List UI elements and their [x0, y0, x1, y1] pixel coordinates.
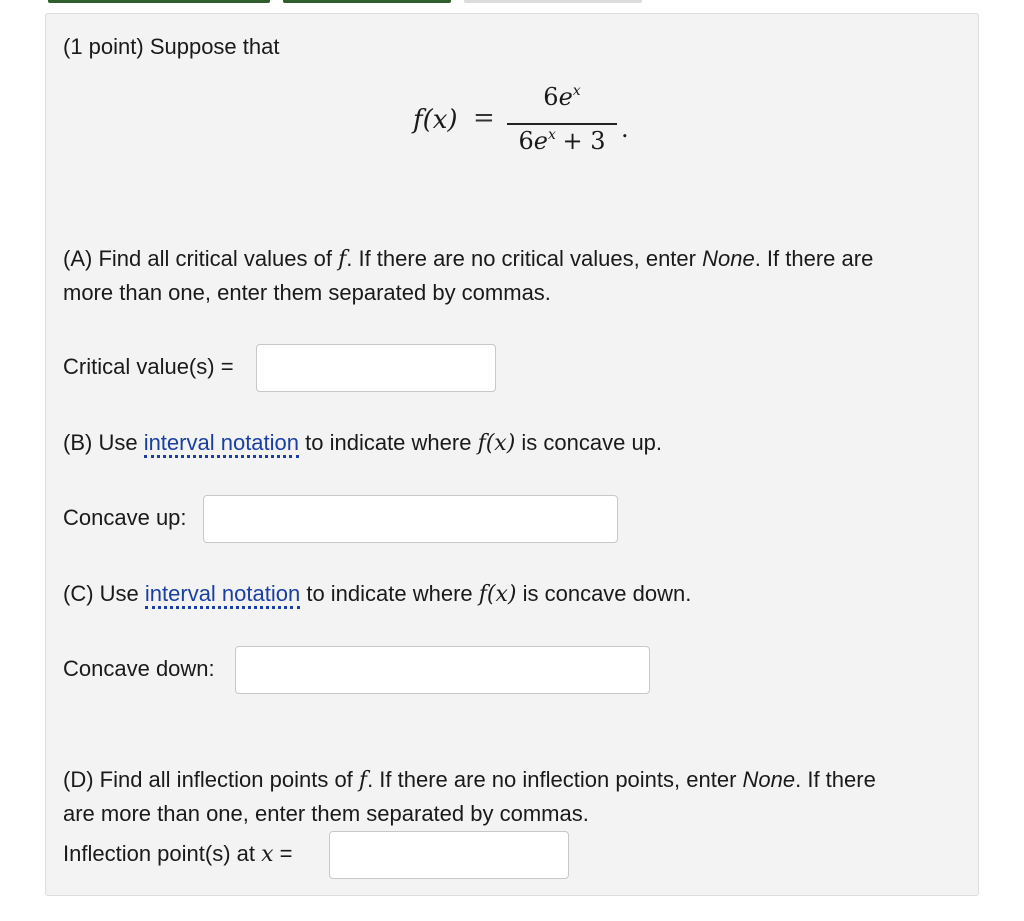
formula-numerator: $6e^x$ — [543, 83, 581, 111]
concave-up-input[interactable] — [203, 495, 618, 543]
tab-strip — [0, 0, 1024, 6]
inflection-points-input[interactable] — [329, 831, 569, 879]
concave-up-label: Concave up: — [63, 505, 187, 530]
formula-denominator: $6e^x + 3$ — [518, 127, 606, 155]
inflection-points-label: Inflection point(s) at x = — [63, 841, 293, 867]
formula-period: . — [621, 115, 629, 143]
formula-equals: = — [473, 103, 495, 133]
part-a-question-line2: more than one, enter them separated by commas. — [63, 280, 551, 305]
part-a-question: (A) Find all critical values of f. If there are no critical values, enter None. If there are — [63, 246, 874, 272]
critical-values-input[interactable] — [256, 344, 496, 392]
interval-notation-link-c[interactable]: interval notation — [145, 581, 300, 609]
part-c-question: (C) Use interval notation to indicate where f(x) is concave down. — [63, 581, 692, 607]
fraction-bar — [507, 123, 617, 125]
formula-lhs: f(x) — [413, 105, 458, 135]
part-d-question-line2: are more than one, enter them separated by commas. — [63, 801, 589, 826]
problem-intro: (1 point) Suppose that — [63, 34, 280, 59]
tab-indicator-1[interactable] — [48, 0, 270, 3]
function-formula — [413, 79, 643, 169]
part-b-question: (B) Use interval notation to indicate where f(x) is concave up. — [63, 430, 663, 456]
problem-panel — [45, 13, 979, 896]
tab-indicator-2[interactable] — [283, 0, 451, 3]
part-d-question: (D) Find all inflection points of f. If there are no inflection points, enter None. If there — [63, 767, 876, 793]
concave-down-label: Concave down: — [63, 656, 215, 681]
concave-down-input[interactable] — [235, 646, 650, 694]
critical-values-label: Critical value(s) = — [63, 354, 234, 379]
interval-notation-link-b[interactable]: interval notation — [144, 430, 299, 458]
tab-indicator-3[interactable] — [464, 0, 642, 3]
